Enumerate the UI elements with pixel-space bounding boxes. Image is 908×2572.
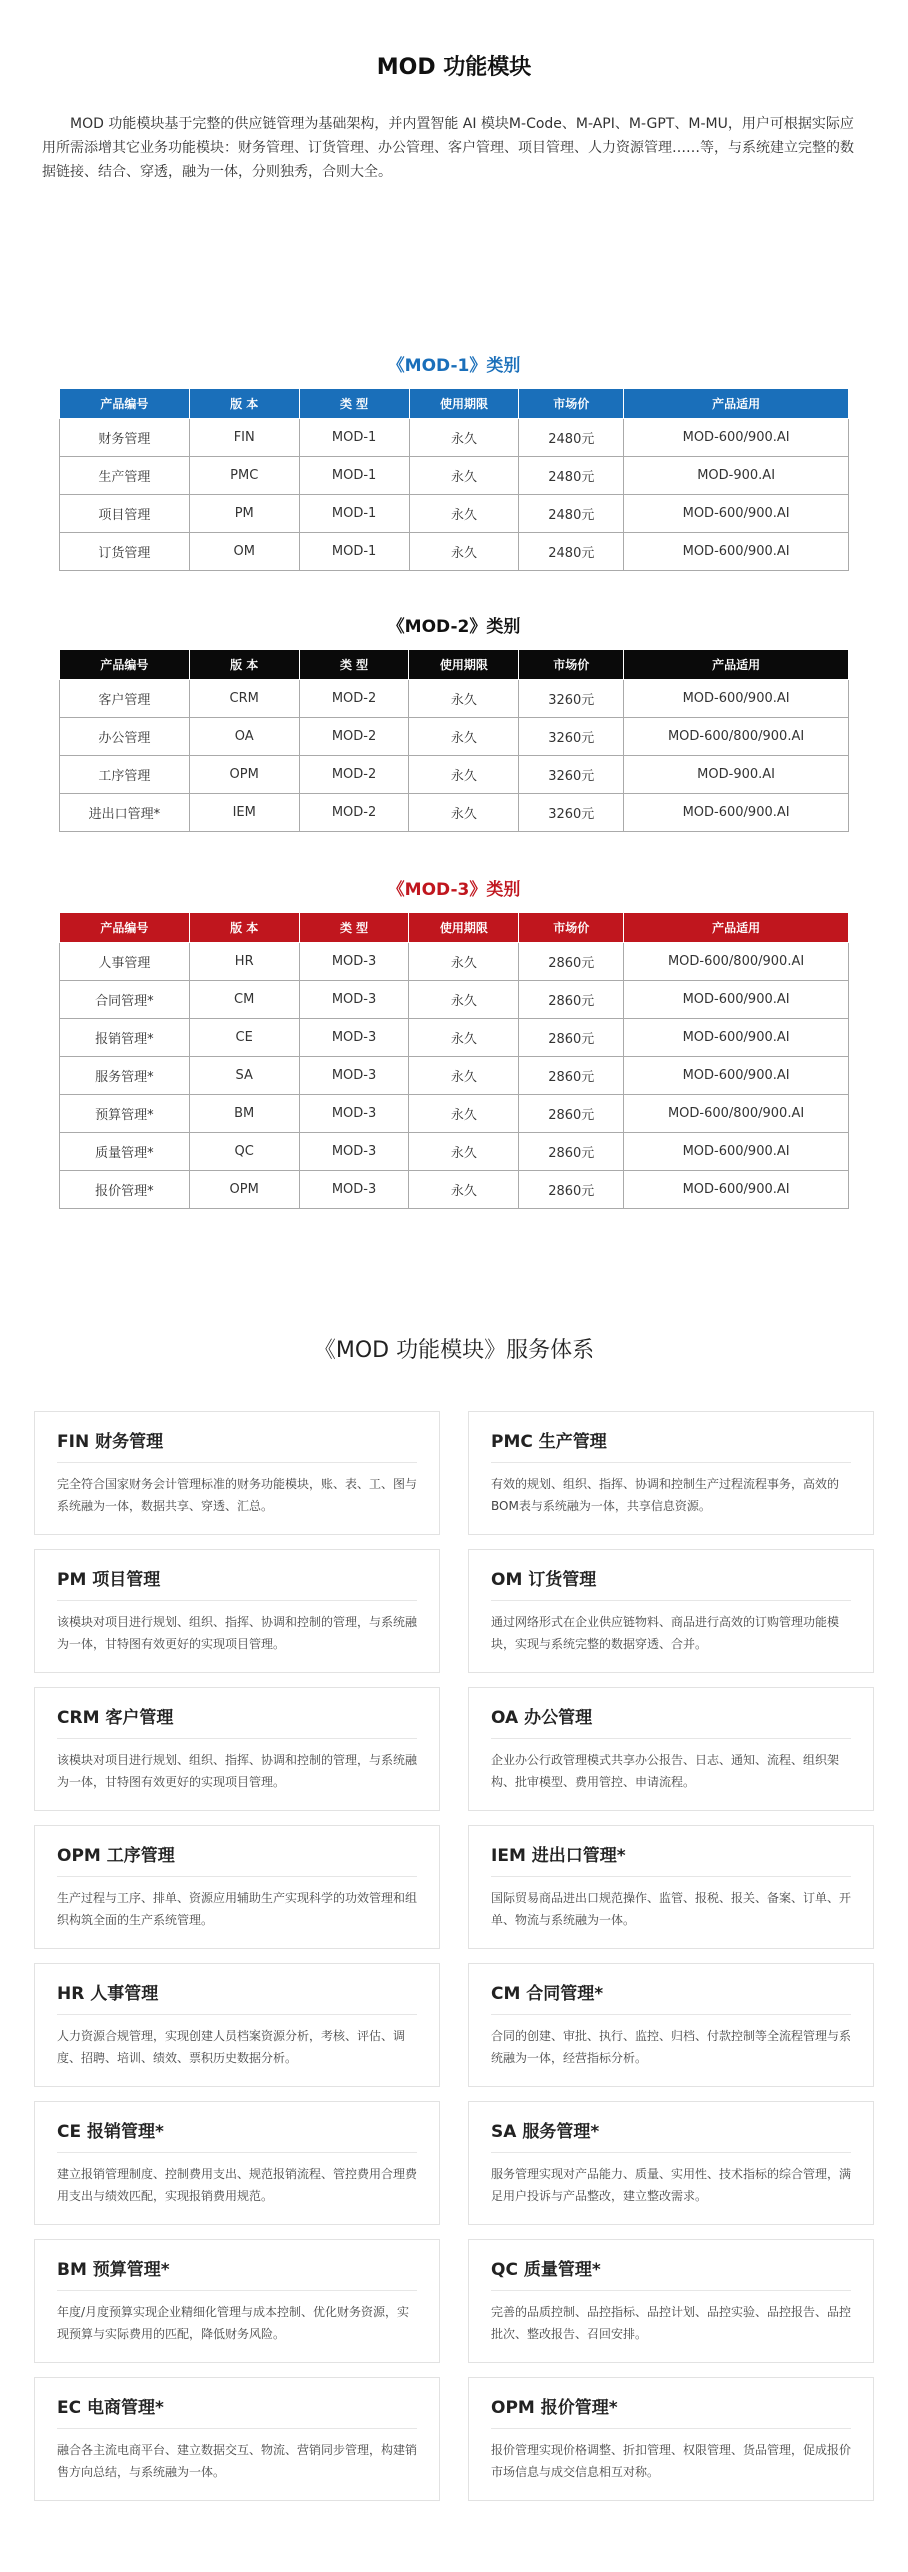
- cell-term: 永久: [409, 680, 519, 718]
- header-term: 使用期限: [409, 650, 519, 680]
- cell-term: 永久: [409, 533, 519, 571]
- cell-type: MOD-3: [299, 1057, 409, 1095]
- table-row: [60, 1019, 849, 1057]
- cell-price: 3260元: [519, 794, 624, 832]
- service-card-description: 融合各主流电商平台、建立数据交互、物流、营销同步管理，构建销售方向总结，与系统融为一体。: [57, 2443, 418, 2479]
- cell-version: IEM: [189, 794, 299, 832]
- service-card-description: 年度/月度预算实现企业精细化管理与成本控制、优化财务资源，实现预算与实际费用的匹配，降低财务风险。: [57, 2305, 410, 2341]
- service-card-title: EC 电商管理*: [57, 2398, 164, 2418]
- service-card: [34, 2101, 440, 2225]
- cell-price: 2860元: [519, 1133, 624, 1171]
- cell-product-id: 质量管理*: [60, 1133, 190, 1171]
- cell-type: MOD-3: [299, 1019, 409, 1057]
- service-card: [34, 1411, 440, 1535]
- cell-type: MOD-1: [299, 533, 409, 571]
- service-card-description: 通过网络形式在企业供应链物料、商品进行高效的订购管理功能模块，实现与系统完整的数据穿透、合并。: [491, 1615, 840, 1651]
- cell-type: MOD-3: [299, 981, 409, 1019]
- service-card-description: 生产过程与工序、排单、资源应用辅助生产实现科学的功效管理和组织构筑全面的生产系统管理。: [57, 1891, 418, 1927]
- table-row: [60, 943, 849, 981]
- cell-version: OPM: [189, 756, 299, 794]
- cell-applicable: MOD-600/900.AI: [624, 1057, 849, 1095]
- service-card: [468, 1963, 874, 2087]
- header-type: 类 型: [299, 913, 409, 943]
- header-price: 市场价: [519, 913, 624, 943]
- cell-type: MOD-2: [299, 680, 409, 718]
- service-card-divider: [491, 1738, 851, 1739]
- cell-applicable: MOD-600/900.AI: [624, 419, 849, 457]
- service-card-description: 建立报销管理制度、控制费用支出、规范报销流程、管控费用合理费用支出与绩效匹配，实现报销费用规范。: [57, 2167, 418, 2203]
- table-row: [60, 419, 849, 457]
- table-row: [60, 680, 849, 718]
- service-card: [468, 2377, 874, 2501]
- cell-price: 2860元: [519, 1019, 624, 1057]
- cell-version: CRM: [189, 680, 299, 718]
- header-applicable: 产品适用: [624, 913, 849, 943]
- cell-price: 2860元: [519, 943, 624, 981]
- cell-product-id: 报价管理*: [60, 1171, 190, 1209]
- service-card: [34, 1549, 440, 1673]
- service-card-divider: [57, 2290, 417, 2291]
- cell-term: 永久: [409, 756, 519, 794]
- service-card-title: PMC 生产管理: [491, 1432, 607, 1452]
- service-card-title: HR 人事管理: [57, 1984, 159, 2004]
- service-card-description: 服务管理实现对产品能力、质量、实用性、技术指标的综合管理，满足用户投诉与产品整改，建立整改需求。: [491, 2167, 852, 2203]
- service-card: [34, 1825, 440, 1949]
- cell-version: OPM: [189, 1171, 299, 1209]
- service-card-description: 报价管理实现价格调整、折扣管理、权限管理、货品管理，促成报价市场信息与成交信息相互对称。: [491, 2443, 852, 2479]
- mod3-table: [59, 912, 849, 1209]
- cell-product-id: 工序管理: [60, 756, 190, 794]
- cell-type: MOD-1: [299, 419, 409, 457]
- service-card-divider: [57, 2152, 417, 2153]
- cell-product-id: 客户管理: [60, 680, 190, 718]
- mod3-table-body: [60, 943, 849, 1209]
- cell-type: MOD-2: [299, 718, 409, 756]
- cell-version: OM: [189, 533, 299, 571]
- service-card-description: 完全符合国家财务会计管理标准的财务功能模块，账、表、工、图与系统融为一体，数据共享、穿透、汇总。: [57, 1477, 418, 1513]
- cell-term: 永久: [409, 1095, 519, 1133]
- header-type: 类 型: [299, 389, 409, 419]
- cell-term: 永久: [409, 1019, 519, 1057]
- service-card-description: 该模块对项目进行规划、组织、指挥、协调和控制的管理，与系统融为一体，甘特图有效更好的实现项目管理。: [57, 1615, 418, 1651]
- cell-price: 2480元: [519, 457, 624, 495]
- service-card: [468, 2239, 874, 2363]
- cell-product-id: 预算管理*: [60, 1095, 190, 1133]
- cell-type: MOD-2: [299, 756, 409, 794]
- cell-applicable: MOD-900.AI: [624, 457, 849, 495]
- cell-product-id: 项目管理: [60, 495, 190, 533]
- service-card-divider: [491, 1462, 851, 1463]
- table-row: [60, 1057, 849, 1095]
- service-card-title: OA 办公管理: [491, 1708, 593, 1728]
- header-term: 使用期限: [409, 389, 519, 419]
- cell-term: 永久: [409, 943, 519, 981]
- service-card-title: OM 订货管理: [491, 1570, 597, 1590]
- cell-type: MOD-1: [299, 495, 409, 533]
- cell-term: 永久: [409, 419, 519, 457]
- page-title: MOD 功能模块: [376, 55, 532, 80]
- cell-applicable: MOD-600/900.AI: [624, 1133, 849, 1171]
- cell-version: QC: [189, 1133, 299, 1171]
- service-card: [34, 2377, 440, 2501]
- service-card-title: IEM 进出口管理*: [491, 1846, 626, 1866]
- service-card-description: 合同的创建、审批、执行、监控、归档、付款控制等全流程管理与系统融为一体，经营指标分析。: [491, 2029, 852, 2065]
- cell-product-id: 服务管理*: [60, 1057, 190, 1095]
- table-row: [60, 1095, 849, 1133]
- cell-price: 3260元: [519, 756, 624, 794]
- cell-type: MOD-3: [299, 1095, 409, 1133]
- service-card-title: FIN 财务管理: [57, 1432, 164, 1452]
- service-card-divider: [491, 1600, 851, 1601]
- service-card: [34, 1963, 440, 2087]
- mod1-table: [59, 388, 849, 571]
- cell-price: 2480元: [519, 495, 624, 533]
- service-card-description: 完善的品质控制、品控指标、品控计划、品控实验、品控报告、品控批次、整改报告、召回安排。: [491, 2305, 852, 2341]
- cell-applicable: MOD-600/800/900.AI: [624, 718, 849, 756]
- table-row: [60, 756, 849, 794]
- cell-price: 2860元: [519, 981, 624, 1019]
- cell-applicable: MOD-600/800/900.AI: [624, 943, 849, 981]
- service-card-divider: [491, 1876, 851, 1877]
- service-card-description: 有效的规划、组织、指挥、协调和控制生产过程流程事务，高效的BOM表与系统融为一体，共享信息资源。: [491, 1477, 840, 1513]
- service-card-description: 企业办公行政管理模式共享办公报告、日志、通知、流程、组织架构、批审模型、费用管控、申请流程。: [491, 1753, 840, 1789]
- header-product-id: 产品编号: [60, 650, 190, 680]
- cell-applicable: MOD-600/900.AI: [624, 794, 849, 832]
- cell-product-id: 订货管理: [60, 533, 190, 571]
- mod2-table-body: [60, 680, 849, 832]
- mod3-title: 《MOD-3》类别: [387, 880, 521, 900]
- mod2-title: 《MOD-2》类别: [387, 617, 521, 637]
- cell-price: 2860元: [519, 1057, 624, 1095]
- service-card: [468, 1549, 874, 1673]
- service-card-divider: [57, 1600, 417, 1601]
- cell-product-id: 进出口管理*: [60, 794, 190, 832]
- table-row: [60, 718, 849, 756]
- cell-type: MOD-3: [299, 1171, 409, 1209]
- table-row: [60, 457, 849, 495]
- cell-type: MOD-3: [299, 1133, 409, 1171]
- cell-version: PMC: [189, 457, 299, 495]
- service-card-title: BM 预算管理*: [57, 2260, 170, 2280]
- header-version: 版 本: [189, 650, 299, 680]
- cell-term: 永久: [409, 1133, 519, 1171]
- cell-applicable: MOD-600/900.AI: [624, 533, 849, 571]
- table-row: [60, 495, 849, 533]
- table-row: [60, 1171, 849, 1209]
- cell-version: OA: [189, 718, 299, 756]
- service-card-title: CE 报销管理*: [57, 2122, 164, 2142]
- service-card-divider: [491, 2014, 851, 2015]
- mod2-table: [59, 649, 849, 832]
- service-card-description: 人力资源合规管理，实现创建人员档案资源分析，考核、评估、调度、招聘、培训、绩效、票积历史数据分析。: [57, 2029, 406, 2065]
- cell-term: 永久: [409, 457, 519, 495]
- cell-term: 永久: [409, 495, 519, 533]
- table-row: [60, 1133, 849, 1171]
- service-card-divider: [57, 1462, 417, 1463]
- cell-product-id: 财务管理: [60, 419, 190, 457]
- cell-applicable: MOD-600/900.AI: [624, 981, 849, 1019]
- cell-type: MOD-3: [299, 943, 409, 981]
- service-card-title: PM 项目管理: [57, 1570, 161, 1590]
- service-card-title: CRM 客户管理: [57, 1708, 174, 1728]
- service-card-title: SA 服务管理*: [491, 2122, 600, 2142]
- service-card-title: CM 合同管理*: [491, 1984, 604, 2004]
- header-version: 版 本: [189, 389, 299, 419]
- service-card: [34, 1687, 440, 1811]
- cell-applicable: MOD-600/900.AI: [624, 1019, 849, 1057]
- service-card-divider: [491, 2290, 851, 2291]
- header-term: 使用期限: [409, 913, 519, 943]
- mod1-title: 《MOD-1》类别: [387, 356, 521, 376]
- header-product-id: 产品编号: [60, 389, 190, 419]
- cell-term: 永久: [409, 718, 519, 756]
- cell-applicable: MOD-900.AI: [624, 756, 849, 794]
- cell-price: 2480元: [519, 533, 624, 571]
- cell-version: PM: [189, 495, 299, 533]
- cell-version: FIN: [189, 419, 299, 457]
- table-row: [60, 794, 849, 832]
- cell-applicable: MOD-600/800/900.AI: [624, 1095, 849, 1133]
- cell-price: 3260元: [519, 718, 624, 756]
- mod1-table-body: [60, 419, 849, 571]
- cell-price: 3260元: [519, 680, 624, 718]
- service-card-divider: [57, 1738, 417, 1739]
- service-card-title: QC 质量管理*: [491, 2260, 601, 2280]
- service-system-title: 《MOD 功能模块》服务体系: [313, 1338, 595, 1363]
- header-price: 市场价: [519, 650, 624, 680]
- cell-version: SA: [189, 1057, 299, 1095]
- cell-type: MOD-1: [299, 457, 409, 495]
- service-card: [468, 1687, 874, 1811]
- cell-applicable: MOD-600/900.AI: [624, 1171, 849, 1209]
- cell-version: BM: [189, 1095, 299, 1133]
- mod2-header-row: [60, 650, 849, 680]
- service-card-title: OPM 报价管理*: [491, 2398, 618, 2418]
- cell-applicable: MOD-600/900.AI: [624, 495, 849, 533]
- cell-version: CE: [189, 1019, 299, 1057]
- cell-version: CM: [189, 981, 299, 1019]
- service-card-divider: [491, 2428, 851, 2429]
- service-card-divider: [57, 2428, 417, 2429]
- cell-applicable: MOD-600/900.AI: [624, 680, 849, 718]
- cell-term: 永久: [409, 981, 519, 1019]
- cell-term: 永久: [409, 1171, 519, 1209]
- cell-product-id: 合同管理*: [60, 981, 190, 1019]
- cell-product-id: 人事管理: [60, 943, 190, 981]
- service-cards: [34, 1411, 874, 2501]
- header-version: 版 本: [189, 913, 299, 943]
- header-product-id: 产品编号: [60, 913, 190, 943]
- cell-product-id: 办公管理: [60, 718, 190, 756]
- cell-term: 永久: [409, 1057, 519, 1095]
- service-card: [468, 1411, 874, 1535]
- service-card: [34, 2239, 440, 2363]
- service-card-description: 该模块对项目进行规划、组织、指挥、协调和控制的管理，与系统融为一体，甘特图有效更好的实现项目管理。: [57, 1753, 418, 1789]
- service-card: [468, 2101, 874, 2225]
- service-card-description: 国际贸易商品进出口规范操作、监管、报税、报关、备案、订单、开单、物流与系统融为一体。: [491, 1891, 852, 1927]
- service-card-divider: [57, 1876, 417, 1877]
- service-card-title: OPM 工序管理: [57, 1846, 175, 1866]
- cell-version: HR: [189, 943, 299, 981]
- service-card: [468, 1825, 874, 1949]
- header-applicable: 产品适用: [624, 389, 849, 419]
- cell-price: 2480元: [519, 419, 624, 457]
- table-row: [60, 981, 849, 1019]
- header-applicable: 产品适用: [624, 650, 849, 680]
- intro-paragraph: MOD 功能模块基于完整的供应链管理为基础架构，并内置智能 AI 模块M-Code、M-API、M-GPT、M-MU，用户可根据实际应用所需添增其它业务功能模块：财务管理、订货管理、办公管理、客户管理、项目管理、人力资源管理……等，与系统建立完整的数据链接、结合、穿透，融为一体，分则独秀，合则大全。: [42, 116, 854, 180]
- header-type: 类 型: [299, 650, 409, 680]
- cell-product-id: 报销管理*: [60, 1019, 190, 1057]
- mod1-header-row: [60, 389, 849, 419]
- table-row: [60, 533, 849, 571]
- mod3-header-row: [60, 913, 849, 943]
- cell-type: MOD-2: [299, 794, 409, 832]
- cell-term: 永久: [409, 794, 519, 832]
- cell-product-id: 生产管理: [60, 457, 190, 495]
- cell-price: 2860元: [519, 1171, 624, 1209]
- header-price: 市场价: [519, 389, 624, 419]
- cell-price: 2860元: [519, 1095, 624, 1133]
- service-card-divider: [57, 2014, 417, 2015]
- service-card-divider: [491, 2152, 851, 2153]
